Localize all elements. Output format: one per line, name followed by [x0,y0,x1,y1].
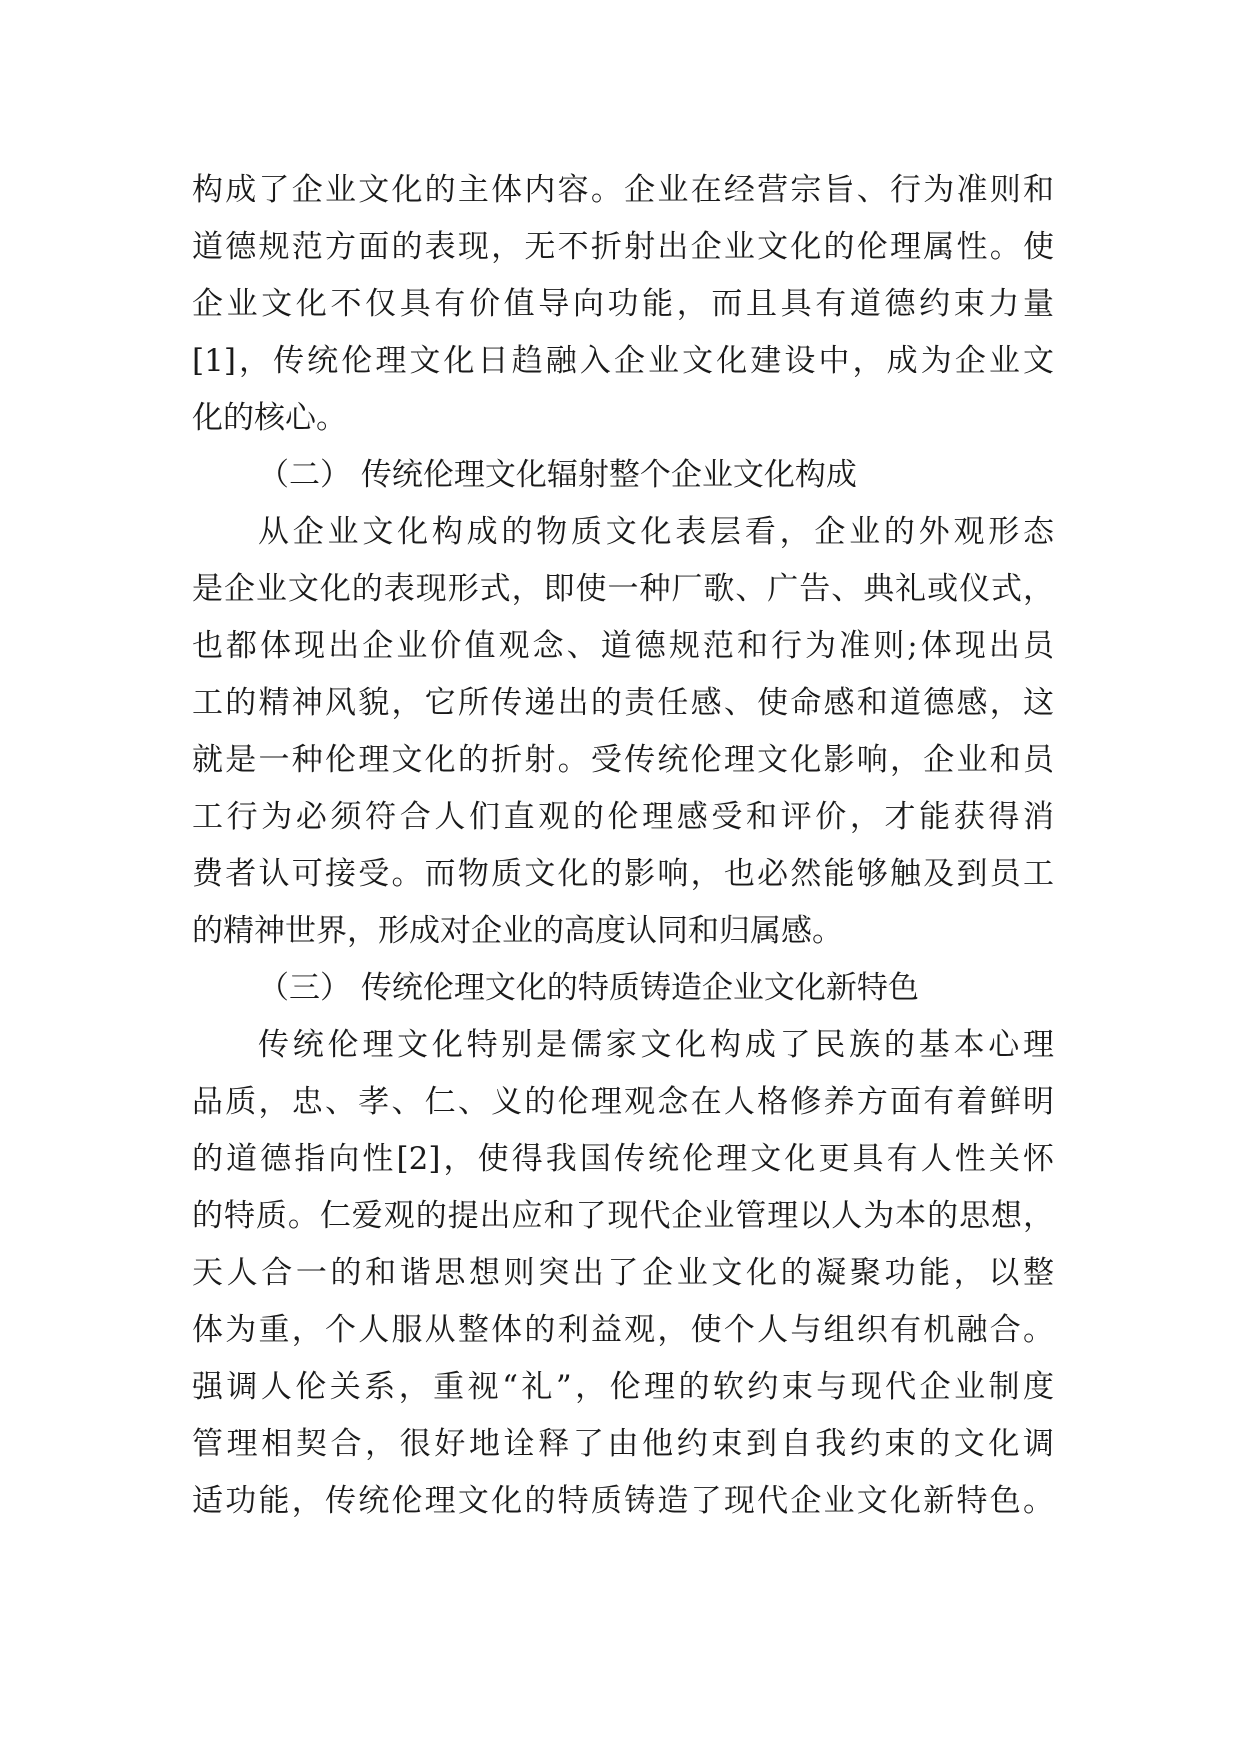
text-line: 强调人伦关系，重视“礼”，伦理的软约束与现代企业制度 [192,1369,1054,1405]
text-line: 传统伦理文化特别是儒家文化构成了民族的基本心理 [258,1027,1054,1063]
section-heading: （二） 传统伦理文化辐射整个企业文化构成 [258,457,857,493]
text-line: 费者认可接受。而物质文化的影响，也必然能够触及到员工 [192,856,1054,892]
text-line: 工行为必须符合人们直观的伦理感受和评价，才能获得消 [192,799,1054,835]
text-line: 企业文化不仅具有价值导向功能，而且具有道德约束力量 [192,286,1054,322]
text-line: 化的核心。 [192,400,347,436]
text-line: 是企业文化的表现形式，即使一种厂歌、广告、典礼或仪式， [192,571,1054,607]
text-line: 工的精神风貌，它所传递出的责任感、使命感和道德感，这 [192,685,1054,721]
text-line: [1]，传统伦理文化日趋融入企业文化建设中，成为企业文 [192,343,1054,379]
text-line: 就是一种伦理文化的折射。受传统伦理文化影响，企业和员 [192,742,1054,778]
text-line: 品质，忠、孝、仁、义的伦理观念在人格修养方面有着鲜明 [192,1084,1054,1120]
text-line: 天人合一的和谐思想则突出了企业文化的凝聚功能，以整 [192,1255,1054,1291]
text-line: 的特质。仁爱观的提出应和了现代企业管理以人为本的思想， [192,1198,1054,1234]
text-line: 构成了企业文化的主体内容。企业在经营宗旨、行为准则和 [192,172,1054,208]
text-line: 也都体现出企业价值观念、道德规范和行为准则;体现出员 [192,628,1054,664]
text-line: 从企业文化构成的物质文化表层看，企业的外观形态 [258,514,1054,550]
text-line: 道德规范方面的表现，无不折射出企业文化的伦理属性。使 [192,229,1054,265]
text-line: 的精神世界，形成对企业的高度认同和归属感。 [192,913,843,949]
text-line: 的道德指向性[2]，使得我国传统伦理文化更具有人性关怀 [192,1141,1054,1177]
text-line: 适功能，传统伦理文化的特质铸造了现代企业文化新特色。 [192,1483,1054,1519]
section-heading: （三） 传统伦理文化的特质铸造企业文化新特色 [258,970,919,1006]
text-line: 体为重，个人服从整体的利益观，使个人与组织有机融合。 [192,1312,1054,1348]
text-line: 管理相契合，很好地诠释了由他约束到自我约束的文化调 [192,1426,1054,1462]
